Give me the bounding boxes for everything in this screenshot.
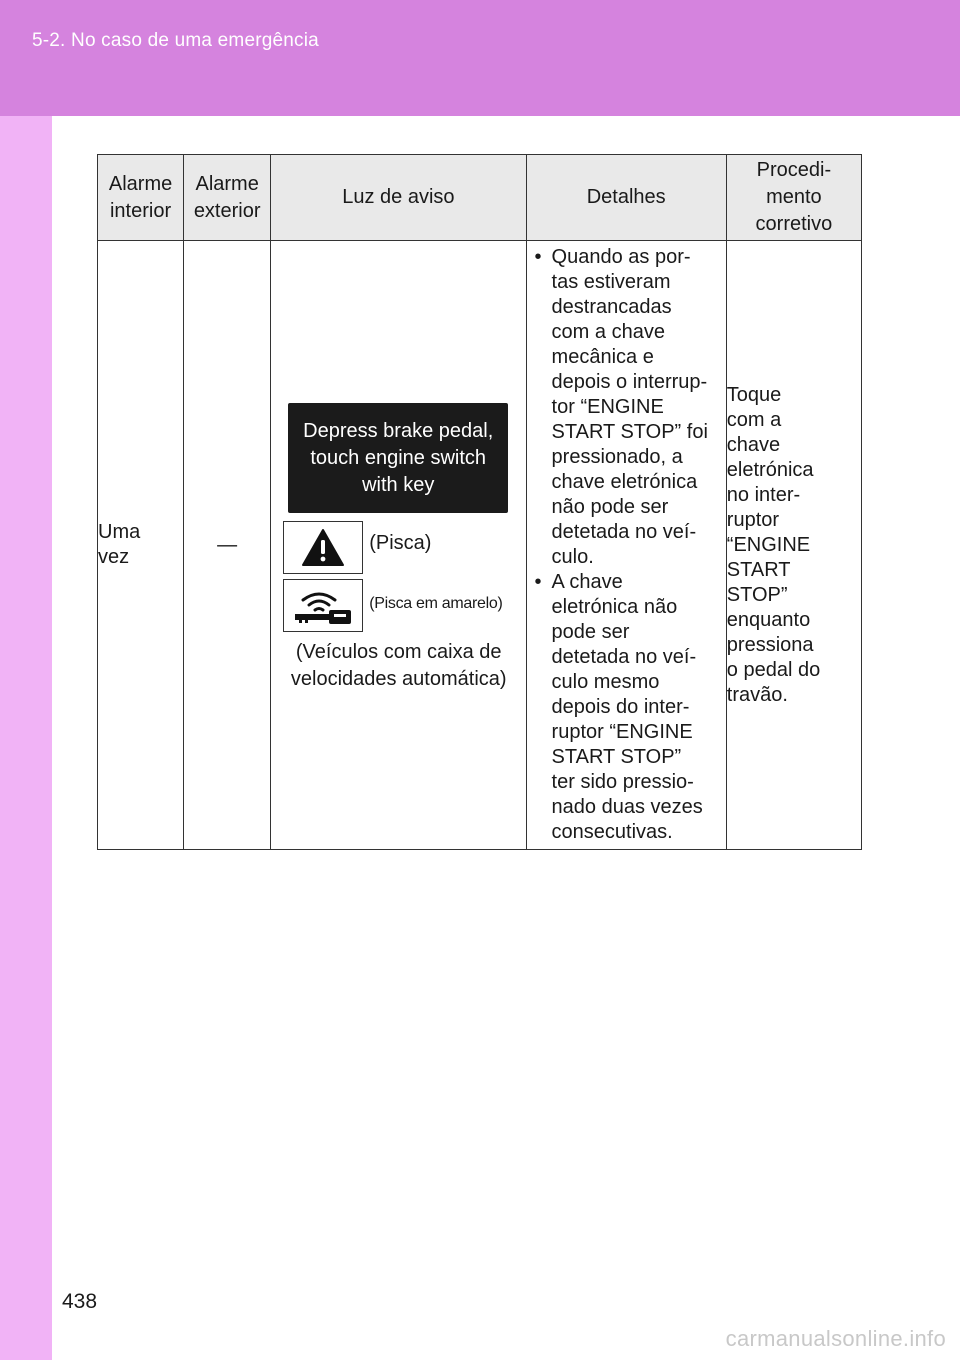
- page-header: [0, 0, 960, 116]
- section-title: 5-2. No caso de uma emergência: [32, 30, 319, 51]
- warning-light-cell: [271, 241, 526, 850]
- table-header-row: [98, 155, 862, 241]
- corrective-cell: Toque com a chave eletrónica no inter- ruptor “ENGINE START STOP” enquanto pressiona o pedal do travão.: [726, 241, 861, 850]
- side-tab: [0, 116, 52, 1360]
- multi-info-display: [288, 403, 508, 513]
- header-exterior-alarm: Alarme exterior: [184, 155, 271, 241]
- interior-alarm-cell: Uma vez: [98, 241, 184, 850]
- table-row: [98, 241, 862, 850]
- list-item: • A chave eletrónica não pode ser detetada no veí- culo mesmo depois do inter- ruptor “ENGINE START STOP” ter sido pressio- nado duas vezes consecutivas.: [535, 570, 720, 845]
- header-interior-alarm: Alarme interior: [98, 155, 184, 241]
- exterior-alarm-cell: —: [184, 241, 271, 850]
- master-warning-icon: [301, 528, 345, 568]
- details-list: [527, 241, 726, 849]
- header-details: Detalhes: [526, 155, 726, 241]
- warning-table: [97, 154, 862, 850]
- key-icon-box: [283, 579, 363, 632]
- header-corrective: Procedi- mento corretivo: [726, 155, 861, 241]
- watermark-text: carmanualsonline.info: [725, 1326, 946, 1351]
- page-number: 438: [62, 1290, 98, 1313]
- display-message: Depress brake pedal, touch engine switch with key: [303, 419, 494, 496]
- key-icon-label: (Pisca em amarelo): [369, 595, 503, 612]
- list-item: • Quando as por- tas estiveram destrancadas com a chave mecânica e depois o interrup- tor “ENGINE START STOP” foi pressionado, a chave eletrónica não pode ser detetada no veí- culo.: [535, 245, 720, 570]
- warning-icon-box: [283, 521, 363, 574]
- vehicle-note: (Veículos com caixa de velocidades automática): [290, 641, 507, 690]
- header-warning-light: Luz de aviso: [271, 155, 526, 241]
- smart-key-icon: [291, 586, 355, 626]
- warning-icon-label: (Pisca): [369, 532, 432, 554]
- details-cell: [526, 241, 726, 850]
